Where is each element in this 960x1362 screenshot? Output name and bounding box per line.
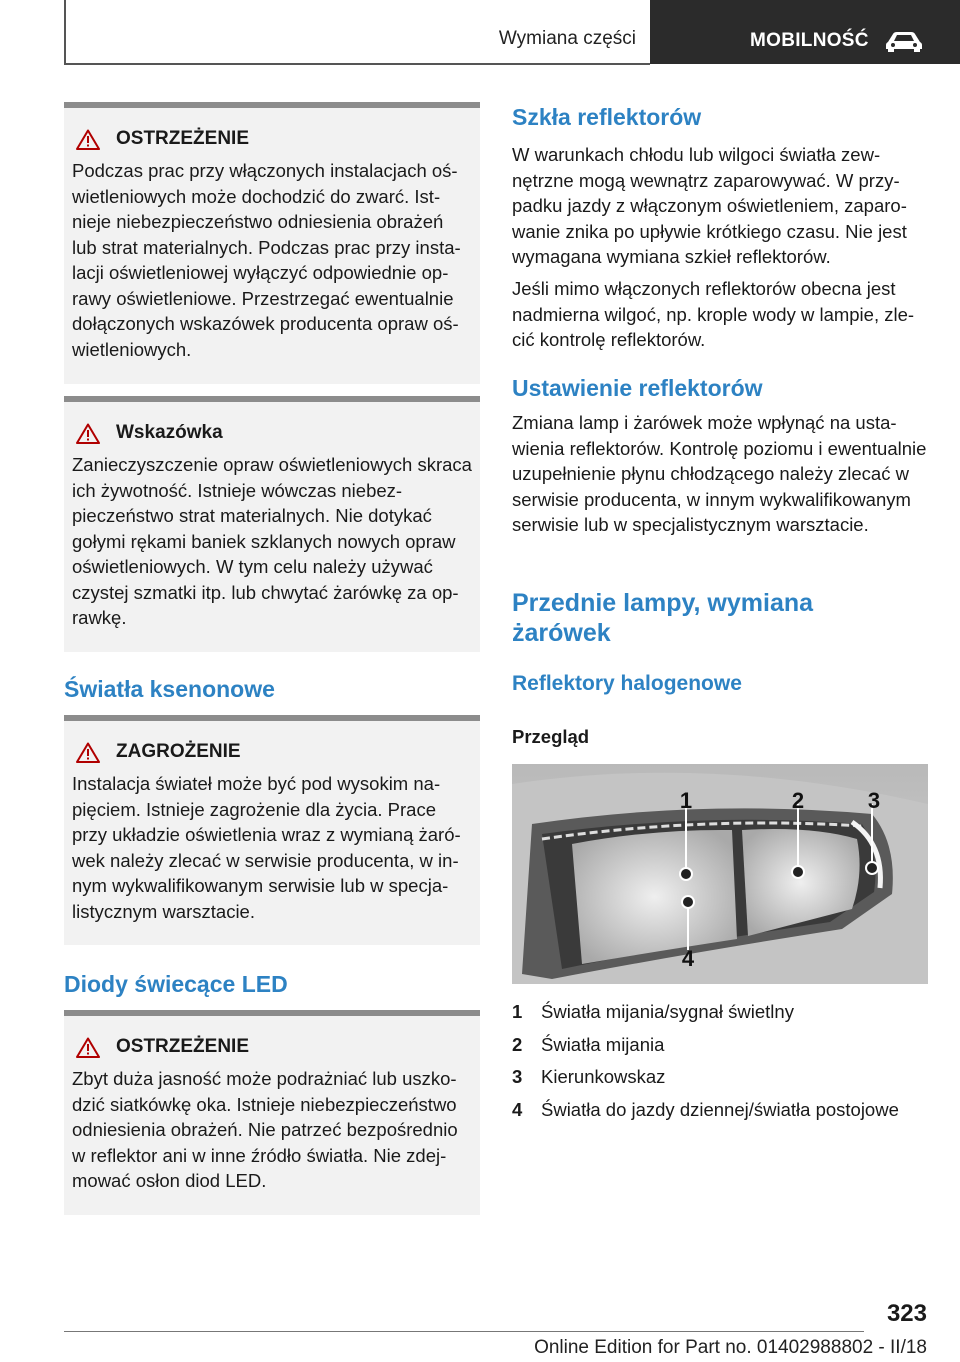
header-chapter-tab — [650, 0, 960, 64]
legend-text: Światła do jazdy dziennej/światła postojowe — [541, 1098, 899, 1120]
legend-text: Światła mijania — [541, 1033, 665, 1055]
warning-text: Podczas prac przy włączonych instalacjach oświetleniowych może dochodzić do zwarć. Istnieje niebezpieczeństwo odniesienia obrażeń lub strat materialnych. Podczas prac przy instalacji oświetleniowej wyłączyć odpowiednie oprawy oświetleniowe. Przestrzegać ewentualnie dołączonych wskazówek producenta opraw oświetleniowych. — [72, 160, 461, 360]
legend-item — [512, 1094, 928, 1127]
figure-legend — [512, 996, 928, 1126]
header-divider-bottom — [64, 63, 650, 65]
heading-led: Diody świecące LED — [64, 971, 288, 997]
legend-item — [512, 996, 928, 1029]
warning-triangle-icon — [76, 129, 100, 150]
legend-number: 4 — [512, 1098, 523, 1120]
footer-edition: Online Edition for Part no. 01402988802 - II/18 — [534, 1337, 927, 1358]
legend-text: Kierunkowskaz — [541, 1066, 666, 1088]
note-box-bulb-handling — [64, 396, 480, 652]
warning-led-text: Zbyt duża jasność może podrażniać lub uszkodzić siatkówkę oka. Istnieje niebezpieczeństwo odniesienia obrażeń. Nie patrzeć bezpośrednio w reflektor ani w inne źródło światła. Nie zdejmować osłon diod LED. — [72, 1068, 458, 1191]
warning-box-installations — [64, 102, 480, 384]
heading-headlight-glass: Szkła reflektorów — [512, 104, 702, 130]
warning-triangle-icon — [76, 1037, 100, 1058]
heading-halogen: Reflektory halogenowe — [512, 672, 742, 695]
figure-callout-3: 3 — [867, 788, 881, 813]
legend-item — [512, 1029, 928, 1062]
footer-divider — [64, 1331, 864, 1332]
danger-text: Instalacja świateł może być pod wysokim napięciem. Istnieje zagrożenie dla życia. Prace przy układzie oświetlenia wraz z wymianą żarówek należy zlecać w serwisie producenta, w innym wykwalifikowanym serwisie lub w specjalistycznym warsztacie. — [72, 773, 461, 922]
danger-title: ZAGROŻENIE — [116, 741, 241, 762]
danger-box-xenon — [64, 715, 480, 945]
heading-headlight-adjustment: Ustawienie reflektorów — [512, 375, 763, 401]
legend-text: Światła mijania/sygnał świetlny — [541, 1001, 794, 1023]
heading-xenon-lights: Światła ksenonowe — [64, 676, 275, 702]
legend-item — [512, 1061, 928, 1094]
glass-paragraph-2: Jeśli mimo włączonych reflektorów obecna jest nadmierna wilgoć, np. krople wody w lampie, zlecić kontrolę reflektorów. — [512, 278, 915, 350]
headlight-figure — [512, 764, 928, 984]
header-section-title: Wymiana części — [498, 28, 636, 49]
note-text: Zanieczyszczenie opraw oświetleniowych skraca ich żywotność. Istnieje wówczas niebezpieczeństwo strat materialnych. Nie dotykać gołymi rękami baniek szklanych nowych opraw oświetleniowych. W tym celu należy używać czystej szmatki itp. lub chwytać żarówkę za oprawkę. — [72, 454, 472, 628]
page-number: 323 — [886, 1300, 927, 1327]
headlight-illustration — [512, 764, 928, 984]
legend-number: 1 — [512, 1001, 523, 1023]
car-icon — [884, 30, 924, 52]
figure-callout-1: 1 — [679, 788, 693, 813]
note-title: Wskazówka — [116, 422, 223, 443]
glass-paragraph-1: W warunkach chłodu lub wilgoci światła zewnętrzne mogą wewnątrz zaparowywać. W przypadku jazdy z włączonym oświetleniem, zaparowanie znika po upływie krótkiego czasu. Nie jest wymagana wymiana szkieł reflektorów. — [512, 144, 907, 267]
warning-title: OSTRZEŻENIE — [116, 128, 250, 149]
header-chapter-label: MOBILNOŚĆ — [750, 30, 869, 51]
figure-callout-2: 2 — [791, 788, 805, 813]
legend-number: 2 — [512, 1033, 523, 1055]
heading-front-lamps: Przednie lampy, wymiana żarówek — [512, 589, 814, 647]
warning-triangle-icon — [76, 742, 100, 763]
legend-number: 3 — [512, 1066, 523, 1088]
warning-triangle-icon — [76, 423, 100, 444]
figure-callout-4: 4 — [681, 946, 695, 971]
heading-overview: Przegląd — [512, 726, 590, 747]
adjustment-paragraph: Zmiana lamp i żarówek może wpłynąć na ustawienia reflektorów. Kontrolę poziomu i ewentualnie uzupełnienie płynu chłodzącego należy zlecać w serwisie producenta, w innym wykwalifikowanym serwisie lub w specjalistycznym warsztacie. — [512, 412, 927, 535]
warning-box-led — [64, 1010, 480, 1215]
warning-led-title: OSTRZEŻENIE — [116, 1036, 250, 1057]
